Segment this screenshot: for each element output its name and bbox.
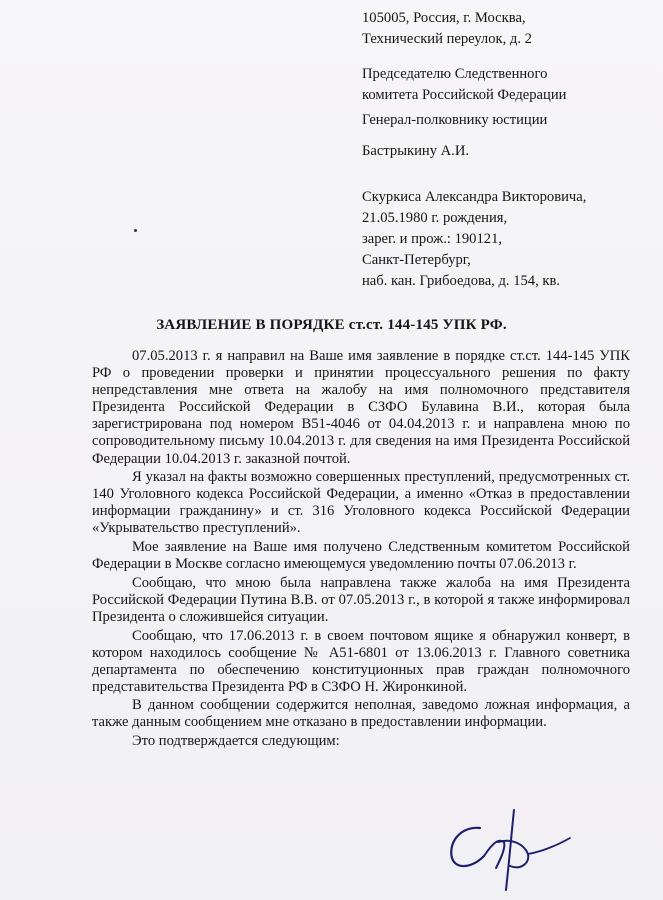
body-paragraph: Сообщаю, что мною была направлена также жалоба на имя Президента Российской Федерации Путина В.В. от 07.05.2013 г., в которой я также информировал Президента о сложившейся ситуации. xyxy=(92,574,630,625)
scan-speck xyxy=(134,229,137,232)
sender-address xyxy=(362,8,532,50)
recipient-rank xyxy=(362,110,547,131)
recipient-block xyxy=(362,64,566,106)
sender-line: Санкт-Петербург, xyxy=(362,252,471,268)
document-title: ЗАЯВЛЕНИЕ В ПОРЯДКЕ ст.ст. 144-145 УПК РФ. xyxy=(156,317,507,333)
sender-line: наб. кан. Грибоедова, д. 154, кв. xyxy=(362,273,561,289)
sender-line: Скуркиса Александра Викторовича, xyxy=(362,189,587,205)
sender-line: зарег. и прож.: 190121, xyxy=(362,231,503,247)
recipient-line: комитета Российской Федерации xyxy=(362,87,567,103)
body-paragraph: 07.05.2013 г. я направил на Ваше имя заявление в порядке ст.ст. 144-145 УПК РФ о проведении проверки и принятии процессуального решения по факту непредставления мне ответа на жалобу на имя полномочного представителя Президента Российской Федерации в СЗФО Булавина В.И., которая была зарегистрирована под номером В51-4046 от 04.04.2013 г. и направлена мною по сопроводительному письму 10.04.2013 г. для сведения на имя Президента Российской Федерации 10.04.2013 г. заказной почтой. xyxy=(92,348,630,467)
recipient-line: Председателю Следственного xyxy=(362,66,548,82)
address-line: 105005, Россия, г. Москва, xyxy=(362,10,526,26)
recipient-name xyxy=(362,141,469,162)
closing-line: Это подтверждается следующим: xyxy=(132,733,340,750)
body-paragraph: Я указал на факты возможно совершенных преступлений, предусмотренных ст. 140 Уголовного кодекса Российской Федерации, а именно «Отказ в предоставлении информации гражданину» и ст. 316 Уголовного кодекса Российской Федерации «Укрывательство преступлений». xyxy=(92,469,630,537)
body-paragraph: Сообщаю, что 17.06.2013 г. в своем почтовом ящике я обнаружил конверт, в котором находилось сообщение № А51-6801 от 13.06.2013 г. Главного советника департамента по обеспечению конституционных прав граждан полномочного представительства Президента РФ в СЗФО Н. Жиронкиной. xyxy=(92,627,630,695)
handwritten-signature xyxy=(440,798,600,898)
address-line: Технический переулок, д. 2 xyxy=(362,31,532,47)
rank-line: Генерал-полковнику юстиции xyxy=(362,112,548,128)
sender-line: 21.05.1980 г. рождения, xyxy=(362,210,508,226)
body-paragraph: В данном сообщении содержится неполная, заведомо ложная информация, а также данным сообщением мне отказано в предоставлении информации. xyxy=(92,697,630,731)
document-body xyxy=(92,348,630,752)
sender-block xyxy=(362,187,586,292)
name-line: Бастрыкину А.И. xyxy=(362,143,470,159)
body-paragraph: Мое заявление на Ваше имя получено Следственным комитетом Российской Федерации в Москве согласно имеющемуся уведомлению почты 07.06.2013 г. xyxy=(92,539,630,573)
